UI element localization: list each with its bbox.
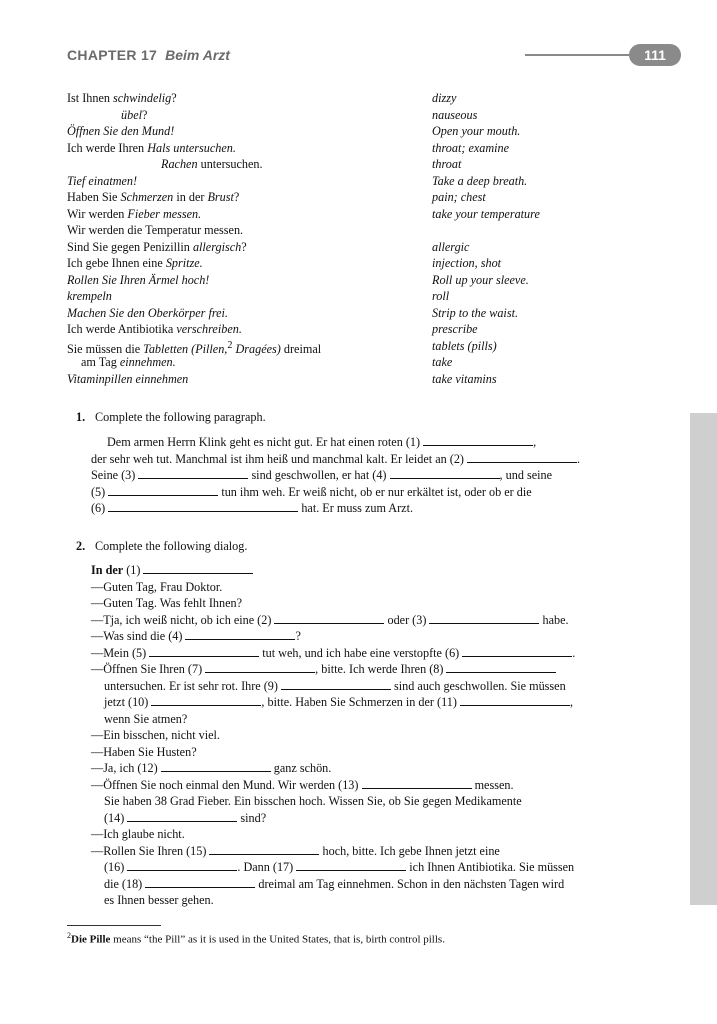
vocab-english: injection, shot — [432, 256, 502, 270]
paragraph-line: Seine (3) sind geschwollen, er hat (4) , und seine — [91, 468, 552, 482]
vocab-row — [67, 90, 627, 107]
answer-blank[interactable] — [205, 662, 315, 673]
answer-blank[interactable] — [185, 629, 295, 640]
exercise-2 — [76, 537, 656, 909]
vocab-english: allergic — [432, 239, 470, 254]
vocab-german: Haben Sie Schmerzen in der Brust? — [67, 190, 240, 204]
vocab-row — [67, 371, 627, 388]
answer-blank[interactable] — [462, 646, 572, 657]
answer-blank[interactable] — [151, 695, 261, 706]
paragraph-line: der sehr weh tut. Manchmal ist ihm heiß und manchmal kalt. Er leidet an (2) . — [91, 451, 581, 466]
answer-blank[interactable] — [281, 679, 391, 690]
answer-blank[interactable] — [446, 662, 556, 673]
dialog-line: jetzt (10) , bitte. Haben Sie Schmerzen in der (11) , — [104, 695, 573, 709]
dialog-line: die (18) dreimal am Tag einnehmen. Schon in den nächsten Tagen wird — [104, 876, 565, 891]
footnote-marker: 2 — [67, 931, 71, 940]
vocab-german: Sind Sie gegen Penizillin allergisch? — [67, 239, 247, 254]
vocab-german: Wir werden die Temperatur messen. — [67, 223, 244, 237]
vocab-row — [67, 321, 627, 338]
vocab-german: übel? — [121, 107, 148, 122]
vocab-row — [67, 189, 627, 206]
answer-blank[interactable] — [143, 563, 253, 574]
dialog-line: In der (1) — [91, 562, 671, 579]
answer-blank[interactable] — [274, 613, 384, 624]
answer-blank[interactable] — [138, 468, 248, 479]
vocab-english: throat — [432, 157, 462, 171]
vocab-english: prescribe — [432, 322, 478, 336]
chapter-heading — [67, 47, 230, 63]
dialog-line: —Öffnen Sie Ihren (7) , bitte. Ich werde Ihren (8) — [91, 661, 671, 678]
exercise-2-dialog — [76, 562, 656, 909]
dialog-line: —Haben Sie Husten? — [91, 744, 197, 759]
answer-blank[interactable] — [467, 452, 577, 463]
dialog-line: (16) . Dann (17) ich Ihnen Antibiotika. Sie müssen — [104, 860, 575, 874]
vocab-german: Ich werde Antibiotika verschreiben. — [67, 322, 242, 336]
vocab-german: am Tag einnehmen. — [81, 355, 176, 369]
paragraph-line: (5) tun ihm weh. Er weiß nicht, ob er nur erkältet ist, oder ob er die — [91, 484, 532, 499]
vocab-english: tablets (pills) — [432, 338, 497, 353]
vocab-english: take your temperature — [432, 206, 540, 221]
dialog-line: untersuchen. Er ist sehr rot. Ihre (9) sind auch geschwollen. Sie müssen — [104, 678, 566, 693]
vocab-english: Strip to the waist. — [432, 305, 518, 320]
vocab-english: dizzy — [432, 91, 457, 105]
vocab-english: roll — [432, 289, 450, 303]
vocab-row — [67, 239, 627, 256]
exercise-number: 2. — [76, 539, 86, 553]
dialog-line: wenn Sie atmen? — [104, 711, 188, 726]
vocab-english: take vitamins — [432, 371, 497, 386]
vocab-row — [67, 173, 627, 190]
dialog-line: es Ihnen besser gehen. — [104, 893, 214, 907]
vocab-english: Open your mouth. — [432, 124, 521, 138]
answer-blank[interactable] — [390, 468, 500, 479]
vocab-german: Ich werde Ihren Hals untersuchen. — [67, 140, 236, 155]
vocab-german: Ich gebe Ihnen eine Spritze. — [67, 256, 203, 270]
page-number: 111 — [629, 44, 681, 66]
vocab-german: Tief einatmen! — [67, 173, 138, 188]
vocab-row — [67, 305, 627, 322]
dialog-line: —Rollen Sie Ihren (15) hoch, bitte. Ich gebe Ihnen jetzt eine — [91, 843, 500, 858]
vocab-row — [67, 107, 627, 124]
answer-blank[interactable] — [127, 860, 237, 871]
vocab-english: take — [432, 355, 453, 369]
answer-blank[interactable] — [161, 761, 271, 772]
exercise-instruction: Complete the following paragraph. — [95, 410, 266, 424]
vocab-german: Wir werden Fieber messen. — [67, 206, 202, 221]
answer-blank[interactable] — [127, 811, 237, 822]
dialog-line: (14) sind? — [104, 810, 267, 825]
dialog-line: —Tja, ich weiß nicht, ob ich eine (2) oder (3) habe. — [91, 612, 569, 627]
answer-blank[interactable] — [362, 778, 472, 789]
answer-blank[interactable] — [108, 485, 218, 496]
dialog-line: —Ein bisschen, nicht viel. — [91, 728, 220, 742]
dialog-line: —Guten Tag, Frau Doktor. — [91, 579, 223, 594]
vocab-german: Vitaminpillen einnehmen — [67, 371, 189, 386]
vocab-english: Take a deep breath. — [432, 173, 528, 188]
footnote-term: Die Pille — [71, 933, 111, 946]
dialog-line: —Ich glaube nicht. — [91, 827, 185, 841]
exercise-1-paragraph — [76, 434, 656, 517]
vocab-row — [67, 272, 627, 289]
answer-blank[interactable] — [209, 844, 319, 855]
answer-blank[interactable] — [108, 501, 298, 512]
dialog-line: Sie haben 38 Grad Fieber. Ein bisschen hoch. Wissen Sie, ob Sie gegen Medikamente — [104, 794, 522, 808]
vocabulary-list — [67, 90, 627, 387]
vocab-german: Öffnen Sie den Mund! — [67, 124, 175, 138]
answer-blank[interactable] — [423, 435, 533, 446]
vocab-row — [67, 123, 627, 140]
dialog-line: —Was sind die (4) ? — [91, 629, 301, 643]
footnote-rule — [67, 925, 161, 926]
side-thumb-tab — [690, 413, 717, 905]
chapter-title: Beim Arzt — [165, 47, 230, 63]
vocab-row — [67, 156, 627, 173]
exercise-2-heading — [76, 537, 656, 555]
dialog-line: —Öffnen Sie noch einmal den Mund. Wir werden (13) messen. — [91, 777, 514, 792]
vocab-german: Ist Ihnen schwindelig? — [67, 91, 177, 105]
vocab-german: Rachen untersuchen. — [161, 157, 263, 171]
exercise-1-heading — [76, 408, 656, 426]
answer-blank[interactable] — [296, 860, 406, 871]
vocab-row — [67, 255, 627, 272]
dialog-line: —Guten Tag. Was fehlt Ihnen? — [91, 596, 243, 610]
vocab-row — [67, 288, 627, 305]
vocab-english: pain; chest — [432, 190, 486, 204]
vocab-row — [67, 140, 627, 157]
dialog-line: —Ja, ich (12) ganz schön. — [91, 761, 332, 775]
vocab-row — [67, 206, 627, 223]
vocab-german: Rollen Sie Ihren Ärmel hoch! — [67, 272, 210, 287]
footnote-text: means “the Pill” as it is used in the United States, that is, birth control pills. — [110, 933, 445, 946]
answer-blank[interactable] — [460, 695, 570, 706]
exercise-number: 1. — [76, 410, 86, 424]
vocab-row — [67, 222, 627, 239]
answer-blank[interactable] — [145, 877, 255, 888]
vocab-english: nauseous — [432, 107, 478, 122]
footnote — [67, 931, 445, 946]
header-rule — [525, 54, 633, 56]
answer-blank[interactable] — [429, 613, 539, 624]
dialog-line: —Mein (5) tut weh, und ich habe eine verstopfte (6) . — [91, 645, 576, 660]
vocab-german: Sie müssen die Tabletten (Pillen,$^2$ Dragées) dreimal — [67, 339, 322, 356]
page-header — [67, 44, 666, 66]
chapter-label: CHAPTER 17 — [67, 47, 158, 63]
vocab-row — [67, 338, 627, 355]
exercise-instruction: Complete the following dialog. — [95, 539, 248, 553]
paragraph-line: (6) hat. Er muss zum Arzt. — [91, 501, 414, 515]
paragraph-line: Dem armen Herrn Klink geht es nicht gut. Er hat einen roten (1) , — [107, 435, 537, 449]
answer-blank[interactable] — [149, 646, 259, 657]
vocab-german: krempeln — [67, 289, 112, 303]
vocab-english: Roll up your sleeve. — [432, 272, 529, 287]
exercise-1 — [76, 408, 656, 517]
vocab-english: throat; examine — [432, 140, 510, 155]
vocab-german: Machen Sie den Oberkörper frei. — [67, 305, 228, 320]
vocab-row — [67, 354, 627, 371]
